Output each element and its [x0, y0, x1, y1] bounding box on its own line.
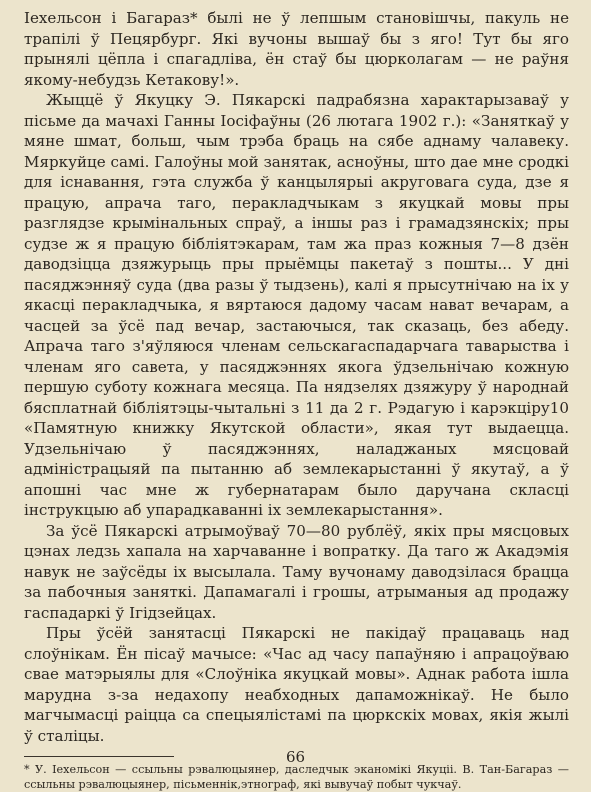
footnote: * У. Іехельсон — ссыльны рэвалюцыянер, даследчык эканомікі Якуціі. В. Тан-Багараз — ссыльны рэвалюцыянер, пісьменнік,этнограф, які вывучаў побыт чукчаў. — [24, 763, 569, 791]
main-text — [24, 8, 569, 746]
paragraph: Пры ўсёй занятасці Пякарскі не пакідаў працаваць над слоўнікам. Ён пісаў мачысе: «Час ад часу папаўняю і апрацоўваю свае матэрыялы для «Слоўніка якуцкай мовы». Аднак работа ішла марудна з-за недахопу неабходных дапаможнікаў. Не было магчымасці раіцца са спецыялістамі па цюркскіх мовах, якія жылі ў сталіцы. — [24, 624, 569, 745]
paragraph: За ўсё Пякарскі атрымоўваў 70—80 рублёў, якіх пры мясцовых цэнах ледзь хапала на харчаванне і вопратку. Да таго ж Акадэмія навук не заўсёды іх высылала. Таму вучонаму даводзілася брацца за пабочныя заняткі. Дапамагалі і грошы, атрыманыя ад продажу гаспадаркі ў Ігідзейцах. — [24, 521, 569, 622]
page-number: 66 — [285, 748, 306, 766]
paragraph-continued: Іехельсон і Багараз* былі не ў лепшым становішчы, пакуль не трапілі ў Пецярбург. Якi вучоны вышаў бы з яго! Тут бы яго прынялі цёпла і спагадліва, ён стаў бы цюрколагам — не раўня якому-небудзь Кетакову!». — [24, 9, 569, 89]
paragraph: Жыццё ў Якуцку Э. Пякарскі падрабязна характарызаваў у пісьме да мачахі Ганны Іосіфаўны (26 лютага 1902 г.): «Заняткаў у мяне шмат, больш, чым трэба браць на сябе аднаму чалавеку. Мяркуйце самі. Галоўны мой занятак, асноўны, што дае мне сродкі для існавання, гэта служба ў канцылярыі акруговага суда, дзе я працую, апрача таго, перакладчыкам з якуцкай мовы пры разглядзе крымінальных спраў, а іншы раз і грамадзянскіх; пры судзе ж я працую бібліятэкарам, там жа праз кожныя 7—8 дзён даводзіцца дзяжурыць пры прыёмцы пакетаў з пошты... У дні пасяджэнняў суда (два разы ў тыдзень), калі я прысутнічаю на іх у якасці перакладчыка, я вяртаюся дадому часам нават вечарам, а часцей за ўсё пад вечар, застаючыся, так сказаць, без абеду. Апрача таго з'яўляюся членам сельскагаспадарчага таварыства і членам яго савета, у пасяджэннях якога ўдзельнічаю кожную першую суботу кожнага месяца. Па нядзелях дзяжуру ў народнай бясплатнай бібліятэцы-чытальні з 11 да 2 г. Рэдагую і карэкціру10 «Памятную книжку Якутской области», якая тут выдаецца. Удзельнічаю ў пасяджэннях, наладжаных мясцовай адміністрацыяй па пытанню аб землекарыстанні ў якутаў, а ў апошні час мне ж губернатарам было даручана скласці інструкцыю аб упарадкаванні іх землекарыстання». — [24, 91, 569, 519]
